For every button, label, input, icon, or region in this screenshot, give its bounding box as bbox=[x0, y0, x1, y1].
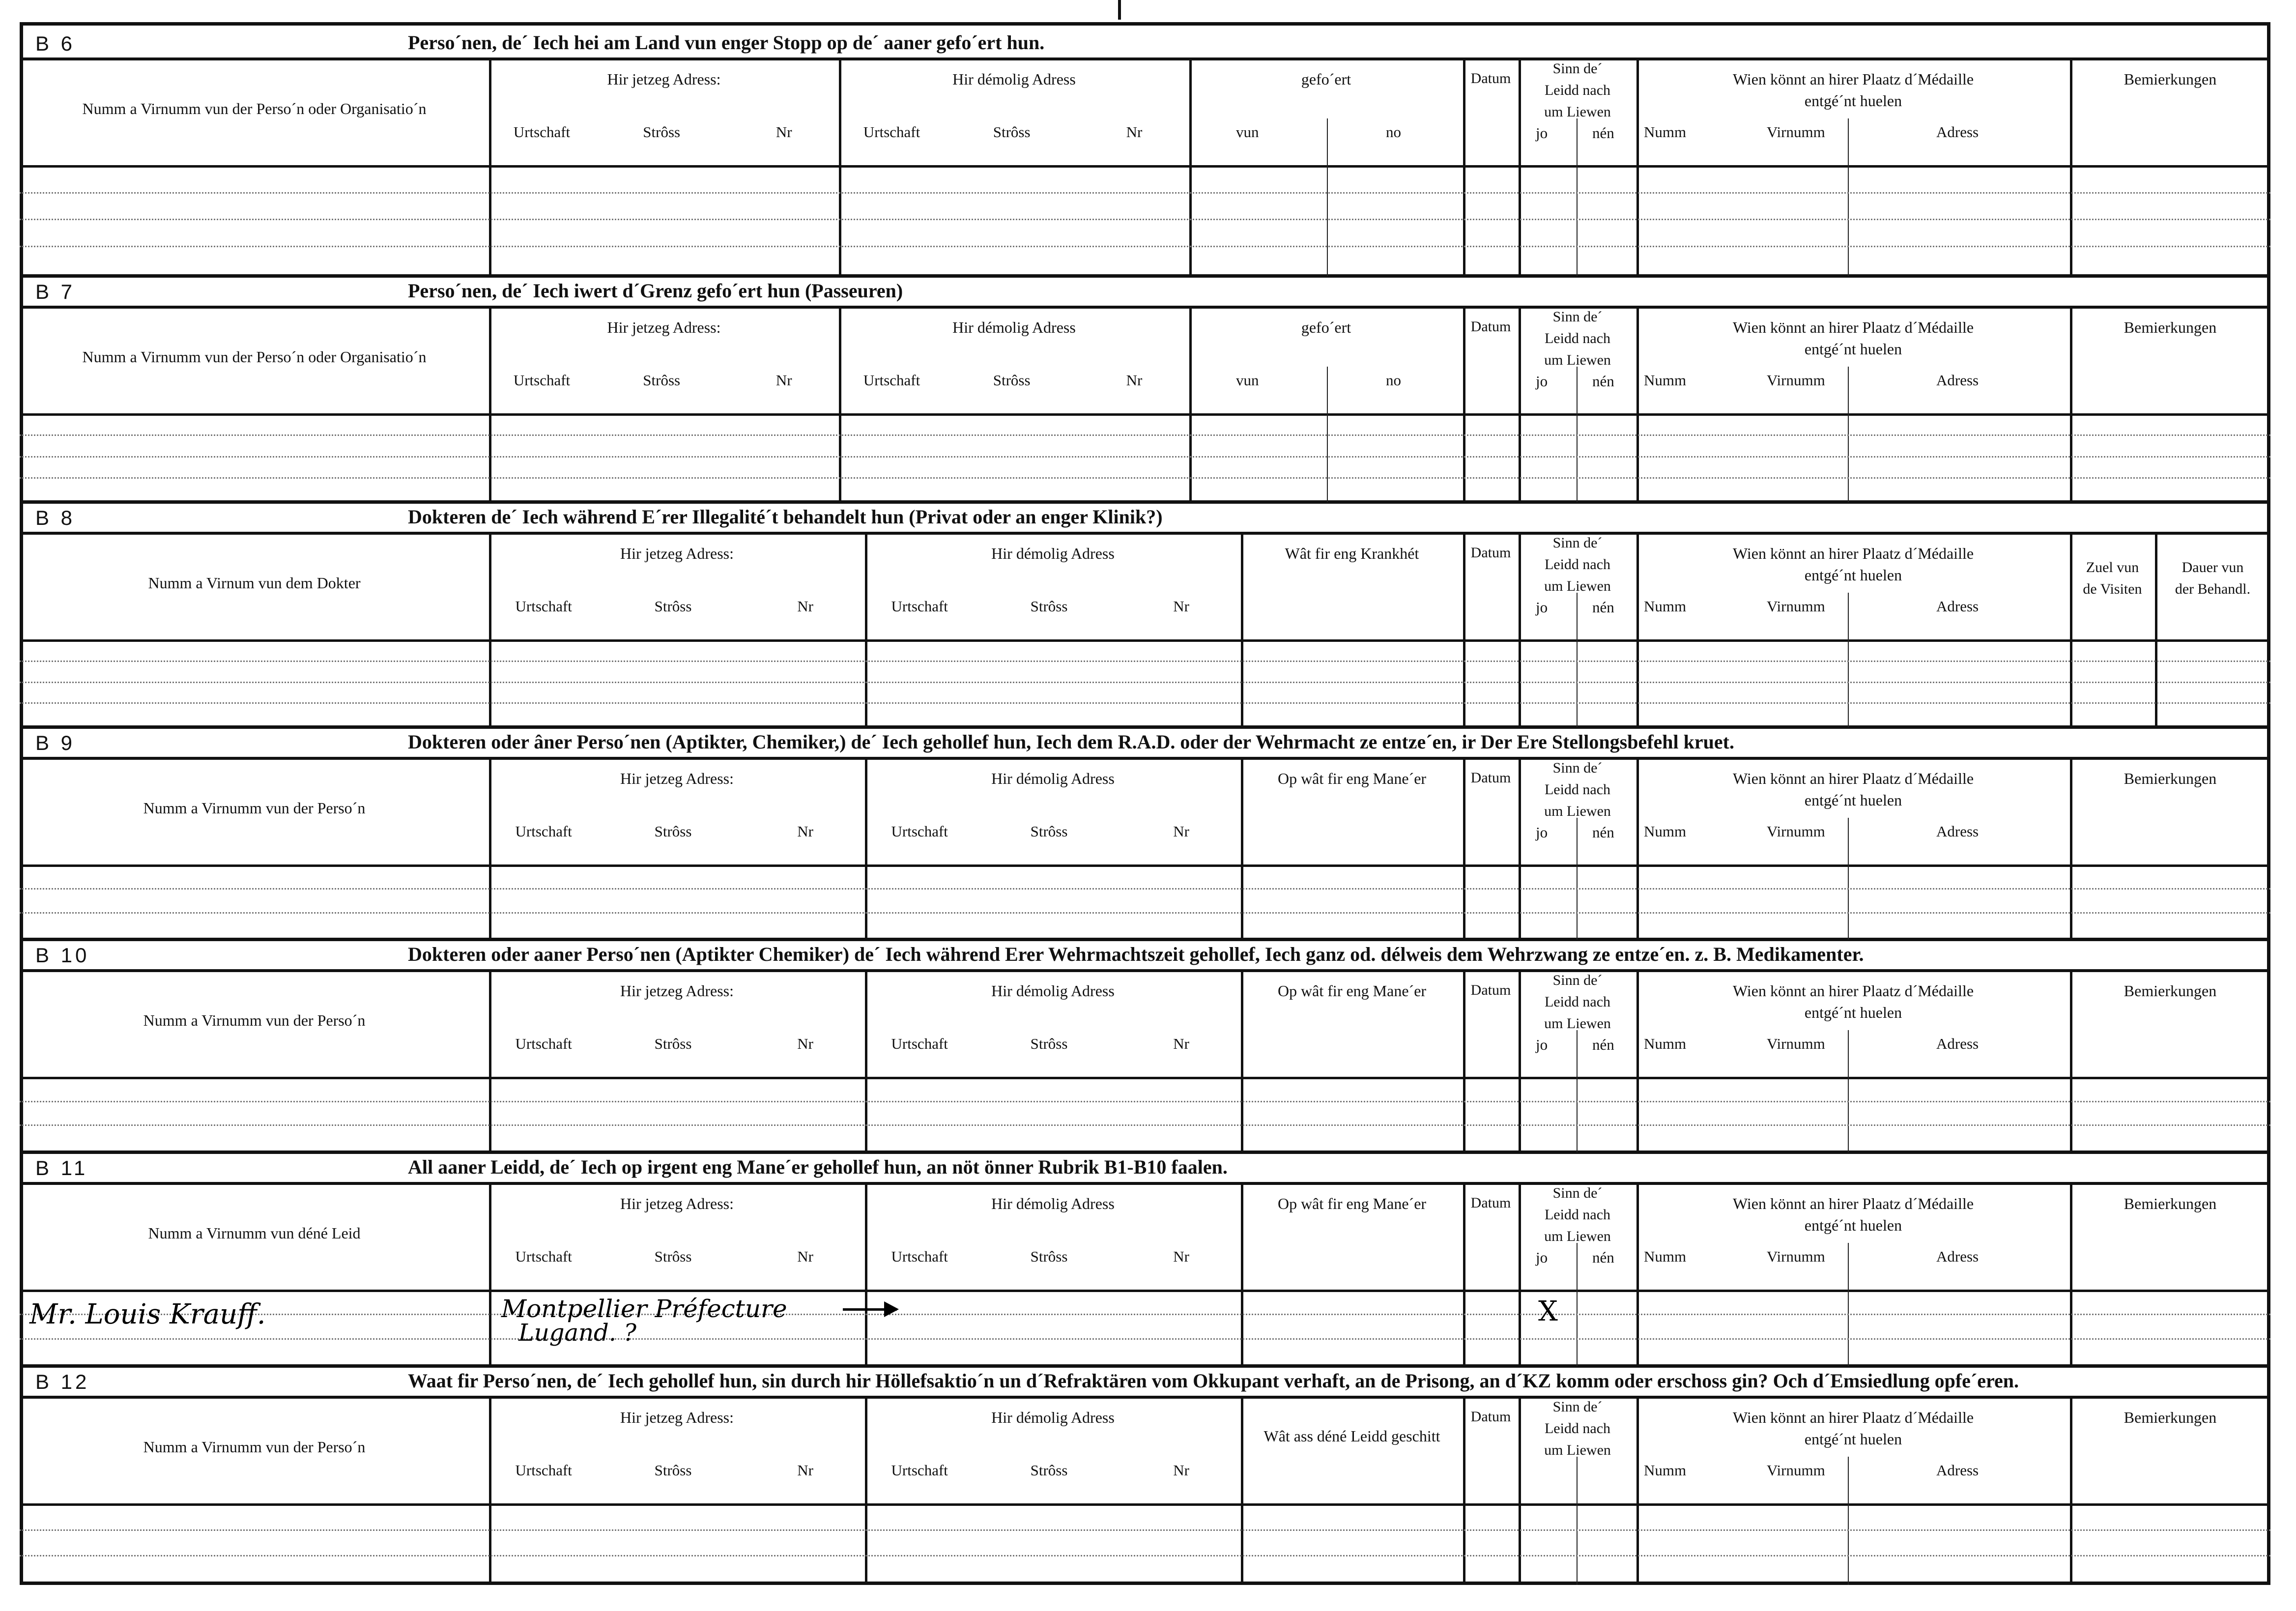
current-address-sub-urtschaft: Urtschaft bbox=[513, 123, 571, 141]
alive-yes: jo bbox=[1536, 373, 1548, 390]
medal-header-line: Wien könnt an hirer Plaatz d´Médaille bbox=[1732, 982, 1974, 1000]
medal-header-line: Wien könnt an hirer Plaatz d´Médaille bbox=[1732, 770, 1974, 787]
writing-line[interactable] bbox=[20, 1101, 2270, 1102]
medal-sub-numm: Numm bbox=[1644, 123, 1687, 141]
section-code: B 6 bbox=[35, 32, 76, 55]
former-address-sub-stross: Strôss bbox=[1030, 1035, 1068, 1052]
alive-header-line: um Liewen bbox=[1544, 104, 1611, 120]
current-address-sub-stross: Strôss bbox=[654, 1462, 692, 1479]
alive-header-line: Leidd nach bbox=[1544, 82, 1611, 98]
row-rule bbox=[20, 413, 2270, 416]
duration-header-2: der Behandl. bbox=[2175, 581, 2251, 597]
former-address-sub-nr: Nr bbox=[1173, 823, 1190, 840]
row-rule bbox=[20, 1503, 2270, 1506]
column-divider bbox=[1463, 306, 1465, 502]
writing-line[interactable] bbox=[20, 477, 2270, 479]
gefoert-no: no bbox=[1386, 372, 1401, 389]
manner-header: Op wât fir eng Mane´er bbox=[1277, 770, 1427, 787]
current-address-sub-nr: Nr bbox=[797, 598, 814, 615]
writing-line[interactable] bbox=[20, 246, 2270, 247]
medal-sub-numm: Numm bbox=[1644, 1035, 1687, 1052]
row-rule bbox=[20, 58, 2270, 60]
former-address-header: Hir démolig Adress bbox=[991, 545, 1115, 562]
former-address-header: Hir démolig Adress bbox=[952, 70, 1076, 88]
visits-header-1: Zuel vun bbox=[2086, 559, 2139, 575]
former-address-sub-stross: Strôss bbox=[1030, 598, 1068, 615]
alive-no: nén bbox=[1592, 373, 1614, 390]
alive-header-line: Sinn de´ bbox=[1552, 1399, 1603, 1415]
current-address-sub-nr: Nr bbox=[797, 823, 814, 840]
former-address-sub-nr: Nr bbox=[1126, 372, 1143, 389]
former-address-sub-nr: Nr bbox=[1173, 1462, 1190, 1479]
current-address-sub-urtschaft: Urtschaft bbox=[515, 1462, 572, 1479]
section-title: Perso´nen, de´ Iech hei am Land vun enger Stopp op de´ aaner gefo´ert hun. bbox=[408, 31, 1045, 54]
alive-header-line: Leidd nach bbox=[1544, 1207, 1611, 1223]
handwritten-address-line2: Lugand. ? bbox=[518, 1319, 637, 1347]
alive-header-line: Sinn de´ bbox=[1552, 60, 1603, 77]
current-address-sub-nr: Nr bbox=[797, 1035, 814, 1052]
alive-header-line: Sinn de´ bbox=[1552, 535, 1603, 551]
writing-line[interactable] bbox=[20, 1124, 2270, 1126]
medal-sub-adress: Adress bbox=[1936, 372, 1979, 389]
column-divider bbox=[1848, 1457, 1849, 1585]
current-address-header: Hir jetzeg Adress: bbox=[620, 545, 734, 562]
remarks-header: Bemierkungen bbox=[2124, 70, 2217, 88]
section-title: Waat fir Perso´nen, de´ Iech gehollef hun, sin durch hir Höllefsaktio´n un d´Refraktären vom Okkupant verhaft, an de Prisong, an d´KZ komm oder erschoss gin? Och d´Emsiedlung opfe´eren. bbox=[408, 1370, 2019, 1392]
name-column-header: Numm a Virnumm vun der Perso´n oder Organisatio´n bbox=[82, 100, 427, 117]
writing-line[interactable] bbox=[20, 434, 2270, 436]
column-divider bbox=[1577, 1243, 1578, 1366]
writing-line[interactable] bbox=[20, 192, 2270, 194]
gefoert-vun: vun bbox=[1236, 123, 1259, 141]
current-address-sub-stross: Strôss bbox=[643, 372, 681, 389]
medal-header-line: entgé´nt huelen bbox=[1804, 1216, 1902, 1234]
remarks-header: Bemierkungen bbox=[2124, 982, 2217, 1000]
medal-header-line: Wien könnt an hirer Plaatz d´Médaille bbox=[1732, 1195, 1974, 1212]
current-address-sub-stross: Strôss bbox=[654, 1035, 692, 1052]
alive-no: nén bbox=[1592, 599, 1614, 616]
medal-sub-adress: Adress bbox=[1936, 1462, 1979, 1479]
column-divider bbox=[1463, 58, 1465, 276]
writing-line[interactable] bbox=[20, 702, 2270, 704]
section-header bbox=[20, 727, 2270, 757]
medal-header-line: Wien könnt an hirer Plaatz d´Médaille bbox=[1732, 1409, 1974, 1426]
current-address-sub-stross: Strôss bbox=[654, 1248, 692, 1265]
row-rule bbox=[20, 969, 2270, 972]
duration-header-1: Dauer vun bbox=[2181, 559, 2244, 575]
alive-header-line: Sinn de´ bbox=[1552, 760, 1603, 776]
name-column-header: Numm a Virnumm vun déné Leid bbox=[148, 1224, 361, 1242]
alive-header-line: Leidd nach bbox=[1544, 994, 1611, 1010]
datum-header: Datum bbox=[1470, 70, 1511, 86]
row-rule bbox=[20, 639, 2270, 642]
medal-sub-adress: Adress bbox=[1936, 123, 1979, 141]
medal-sub-adress: Adress bbox=[1936, 1035, 1979, 1052]
section-title: Perso´nen, de´ Iech iwert d´Grenz gefo´ert hun (Passeuren) bbox=[408, 280, 903, 302]
medal-sub-numm: Numm bbox=[1644, 372, 1687, 389]
section-b11 bbox=[20, 1152, 2270, 1366]
former-address-sub-nr: Nr bbox=[1126, 123, 1143, 141]
section-code: B 9 bbox=[35, 731, 76, 754]
writing-line[interactable] bbox=[20, 682, 2270, 683]
current-address-sub-urtschaft: Urtschaft bbox=[513, 372, 571, 389]
row-rule bbox=[20, 1396, 2270, 1399]
alive-header-line: Sinn de´ bbox=[1552, 309, 1603, 325]
alive-header-line: um Liewen bbox=[1544, 352, 1611, 368]
alive-no: nén bbox=[1592, 1036, 1614, 1053]
writing-line[interactable] bbox=[20, 888, 2270, 890]
column-divider bbox=[1577, 818, 1578, 940]
section-title: All aaner Leidd, de´ Iech op irgent eng Mane´er gehollef hun, an nöt önner Rubrik B1-B10 faalen. bbox=[408, 1156, 1228, 1178]
medal-header-line: Wien könnt an hirer Plaatz d´Médaille bbox=[1732, 318, 1974, 336]
alive-header-line: Sinn de´ bbox=[1552, 972, 1603, 988]
datum-header: Datum bbox=[1470, 1195, 1511, 1211]
column-divider bbox=[1848, 1243, 1849, 1366]
section-b7 bbox=[20, 276, 2270, 502]
writing-line[interactable] bbox=[20, 1529, 2270, 1531]
current-address-header: Hir jetzeg Adress: bbox=[620, 1409, 734, 1426]
current-address-header: Hir jetzeg Adress: bbox=[607, 318, 721, 336]
current-address-sub-urtschaft: Urtschaft bbox=[515, 1248, 572, 1265]
gefoert-header: gefo´ert bbox=[1301, 318, 1351, 336]
row-rule bbox=[20, 306, 2270, 309]
gefoert-header: gefo´ert bbox=[1301, 70, 1351, 88]
current-address-header: Hir jetzeg Adress: bbox=[620, 982, 734, 1000]
alive-header-line: um Liewen bbox=[1544, 803, 1611, 819]
former-address-sub-urtschaft: Urtschaft bbox=[891, 1248, 948, 1265]
name-column-header: Numm a Virnumm vun der Perso´n bbox=[143, 1438, 366, 1456]
former-address-sub-stross: Strôss bbox=[993, 123, 1031, 141]
manner-header: Wât fir eng Krankhét bbox=[1285, 545, 1419, 562]
manner-header: Op wât fir eng Mane´er bbox=[1277, 982, 1427, 1000]
medal-header-line: entgé´nt huelen bbox=[1804, 791, 1902, 809]
current-address-header: Hir jetzeg Adress: bbox=[607, 70, 721, 88]
medal-sub-virnumm: Virnumm bbox=[1767, 123, 1825, 141]
former-address-header: Hir démolig Adress bbox=[991, 982, 1115, 1000]
writing-line[interactable] bbox=[20, 1555, 2270, 1556]
name-column-header: Numm a Virnumm vun der Perso´n bbox=[143, 1011, 366, 1029]
medal-header-line: Wien könnt an hirer Plaatz d´Médaille bbox=[1732, 70, 1974, 88]
datum-header: Datum bbox=[1470, 318, 1511, 335]
former-address-header: Hir démolig Adress bbox=[991, 1409, 1115, 1426]
alive-yes: jo bbox=[1536, 1249, 1548, 1266]
section-code: B 7 bbox=[35, 280, 76, 303]
current-address-sub-stross: Strôss bbox=[654, 598, 692, 615]
alive-header-line: Leidd nach bbox=[1544, 330, 1611, 346]
row-rule bbox=[20, 1077, 2270, 1079]
alive-yes: jo bbox=[1536, 824, 1548, 841]
medal-sub-adress: Adress bbox=[1936, 598, 1979, 615]
section-header bbox=[20, 1152, 2270, 1182]
former-address-header: Hir démolig Adress bbox=[952, 318, 1076, 336]
column-divider bbox=[1848, 1030, 1849, 1152]
medal-sub-virnumm: Virnumm bbox=[1767, 1035, 1825, 1052]
medal-header-line: entgé´nt huelen bbox=[1804, 1430, 1902, 1448]
current-address-sub-urtschaft: Urtschaft bbox=[515, 823, 572, 840]
column-divider bbox=[839, 58, 841, 276]
handwritten-address-line1: Montpellier Préfecture bbox=[501, 1295, 787, 1323]
row-rule bbox=[20, 1290, 2270, 1292]
medal-sub-virnumm: Virnumm bbox=[1767, 372, 1825, 389]
what-happened-header: Wât ass déné Leidd geschitt bbox=[1263, 1427, 1440, 1445]
section-b12 bbox=[20, 1366, 2270, 1585]
gefoert-vun: vun bbox=[1236, 372, 1259, 389]
handwritten-x-mark: X bbox=[1538, 1295, 1558, 1327]
current-address-header: Hir jetzeg Adress: bbox=[620, 1195, 734, 1212]
section-b10 bbox=[20, 940, 2270, 1152]
current-address-sub-nr: Nr bbox=[797, 1248, 814, 1265]
remarks-header: Bemierkungen bbox=[2124, 770, 2217, 787]
writing-line[interactable] bbox=[20, 456, 2270, 458]
current-address-sub-nr: Nr bbox=[775, 372, 792, 389]
alive-header-line: Leidd nach bbox=[1544, 556, 1611, 573]
former-address-sub-urtschaft: Urtschaft bbox=[891, 1462, 948, 1479]
column-divider bbox=[1577, 1030, 1578, 1152]
section-header bbox=[20, 940, 2270, 969]
alive-yes: jo bbox=[1536, 599, 1548, 616]
gefoert-no: no bbox=[1386, 123, 1401, 141]
alive-header-line: um Liewen bbox=[1544, 1015, 1611, 1032]
writing-line[interactable] bbox=[20, 661, 2270, 662]
section-b9 bbox=[20, 727, 2270, 940]
section-title: Dokteren oder âner Perso´nen (Aptikter, Chemiker,) de´ Iech gehollef hun, Iech dem R.A.D. oder der Wehrmacht ze entze´en, ir Der Ere Stellongsbefehl kruet. bbox=[408, 731, 1734, 753]
section-code: B 11 bbox=[35, 1156, 88, 1179]
datum-header: Datum bbox=[1470, 982, 1511, 998]
current-address-sub-nr: Nr bbox=[797, 1462, 814, 1479]
writing-line[interactable] bbox=[20, 912, 2270, 914]
section-code: B 12 bbox=[35, 1370, 90, 1393]
medal-sub-numm: Numm bbox=[1644, 598, 1687, 615]
column-divider bbox=[1848, 818, 1849, 940]
datum-header: Datum bbox=[1470, 545, 1511, 561]
column-divider bbox=[1189, 58, 1192, 276]
alive-no: nén bbox=[1592, 824, 1614, 841]
column-divider bbox=[1327, 118, 1328, 276]
medal-sub-virnumm: Virnumm bbox=[1767, 1462, 1825, 1479]
former-address-sub-urtschaft: Urtschaft bbox=[891, 598, 948, 615]
section-b6 bbox=[20, 22, 2270, 276]
former-address-sub-urtschaft: Urtschaft bbox=[863, 123, 920, 141]
medal-sub-virnumm: Virnumm bbox=[1767, 823, 1825, 840]
medal-sub-virnumm: Virnumm bbox=[1767, 1248, 1825, 1265]
remarks-header: Bemierkungen bbox=[2124, 318, 2217, 336]
manner-header: Op wât fir eng Mane´er bbox=[1277, 1195, 1427, 1212]
medal-header-line: Wien könnt an hirer Plaatz d´Médaille bbox=[1732, 545, 1974, 562]
current-address-header: Hir jetzeg Adress: bbox=[620, 770, 734, 787]
current-address-sub-urtschaft: Urtschaft bbox=[515, 598, 572, 615]
former-address-sub-nr: Nr bbox=[1173, 1035, 1190, 1052]
alive-header-line: Sinn de´ bbox=[1552, 1185, 1603, 1201]
remarks-header: Bemierkungen bbox=[2124, 1409, 2217, 1426]
name-column-header: Numm a Virnum vun dem Dokter bbox=[148, 574, 361, 592]
current-address-sub-nr: Nr bbox=[775, 123, 792, 141]
alive-header-line: um Liewen bbox=[1544, 1228, 1611, 1244]
former-address-sub-stross: Strôss bbox=[993, 372, 1031, 389]
former-address-sub-nr: Nr bbox=[1173, 1248, 1190, 1265]
datum-header: Datum bbox=[1470, 770, 1511, 786]
row-rule bbox=[20, 532, 2270, 535]
former-address-sub-nr: Nr bbox=[1173, 598, 1190, 615]
medal-sub-virnumm: Virnumm bbox=[1767, 598, 1825, 615]
column-divider bbox=[1636, 58, 1639, 276]
row-rule bbox=[20, 864, 2270, 867]
visits-header-2: de Visiten bbox=[2083, 581, 2142, 597]
section-title: Dokteren oder aaner Perso´nen (Aptikter Chemiker) de´ Iech während Erer Wehrmachtszeit gehollef, Iech ganz od. délweis dem Wehrzwang ze entze´en. z. B. Medikamenter. bbox=[408, 943, 1864, 965]
column-divider bbox=[1577, 1457, 1578, 1585]
writing-line[interactable] bbox=[20, 1338, 2270, 1340]
writing-line[interactable] bbox=[20, 1314, 2270, 1315]
former-address-header: Hir démolig Adress bbox=[991, 1195, 1115, 1212]
medal-sub-adress: Adress bbox=[1936, 1248, 1979, 1265]
column-divider bbox=[1848, 118, 1849, 276]
former-address-sub-stross: Strôss bbox=[1030, 823, 1068, 840]
former-address-sub-urtschaft: Urtschaft bbox=[891, 823, 948, 840]
former-address-header: Hir démolig Adress bbox=[991, 770, 1115, 787]
former-address-sub-urtschaft: Urtschaft bbox=[891, 1035, 948, 1052]
medal-sub-adress: Adress bbox=[1936, 823, 1979, 840]
medal-header-line: entgé´nt huelen bbox=[1804, 1004, 1902, 1021]
row-rule bbox=[20, 165, 2270, 168]
writing-line[interactable] bbox=[20, 219, 2270, 220]
former-address-sub-stross: Strôss bbox=[1030, 1462, 1068, 1479]
former-address-sub-urtschaft: Urtschaft bbox=[863, 372, 920, 389]
alive-header-line: um Liewen bbox=[1544, 578, 1611, 594]
medal-header-line: entgé´nt huelen bbox=[1804, 340, 1902, 358]
section-code: B 8 bbox=[35, 506, 76, 529]
section-header bbox=[20, 276, 2270, 306]
top-mark bbox=[1118, 0, 1121, 20]
column-divider bbox=[2070, 58, 2072, 276]
name-column-header: Numm a Virnumm vun der Perso´n oder Organisatio´n bbox=[82, 348, 427, 366]
section-header bbox=[20, 28, 2270, 58]
column-divider bbox=[1577, 118, 1578, 276]
row-rule bbox=[20, 1182, 2270, 1185]
section-code: B 10 bbox=[35, 944, 90, 967]
former-address-sub-stross: Strôss bbox=[1030, 1248, 1068, 1265]
current-address-sub-urtschaft: Urtschaft bbox=[515, 1035, 572, 1052]
alive-yes: jo bbox=[1536, 124, 1548, 142]
medal-sub-numm: Numm bbox=[1644, 1462, 1687, 1479]
alive-yes: jo bbox=[1536, 1036, 1548, 1053]
medal-header-line: entgé´nt huelen bbox=[1804, 566, 1902, 584]
medal-sub-numm: Numm bbox=[1644, 823, 1687, 840]
section-title: Dokteren de´ Iech während E´rer Illegalité´t behandelt hun (Privat oder an enger Klinik?) bbox=[408, 506, 1163, 528]
row-rule bbox=[20, 757, 2270, 760]
alive-header-line: Leidd nach bbox=[1544, 1420, 1611, 1437]
name-column-header: Numm a Virnumm vun der Perso´n bbox=[143, 799, 366, 817]
handwritten-name: Mr. Louis Krauff. bbox=[29, 1298, 266, 1330]
column-divider bbox=[489, 58, 491, 276]
remarks-header: Bemierkungen bbox=[2124, 1195, 2217, 1212]
alive-header-line: Leidd nach bbox=[1544, 781, 1611, 798]
alive-header-line: um Liewen bbox=[1544, 1442, 1611, 1458]
alive-no: nén bbox=[1592, 1249, 1614, 1266]
current-address-sub-stross: Strôss bbox=[654, 823, 692, 840]
handwritten-arrow bbox=[843, 1308, 897, 1311]
alive-no: nén bbox=[1592, 124, 1614, 142]
section-header bbox=[20, 1366, 2270, 1396]
medal-sub-numm: Numm bbox=[1644, 1248, 1687, 1265]
medal-header-line: entgé´nt huelen bbox=[1804, 92, 1902, 110]
section-header bbox=[20, 502, 2270, 532]
datum-header: Datum bbox=[1470, 1409, 1511, 1425]
section-b8 bbox=[20, 502, 2270, 727]
current-address-sub-stross: Strôss bbox=[643, 123, 681, 141]
